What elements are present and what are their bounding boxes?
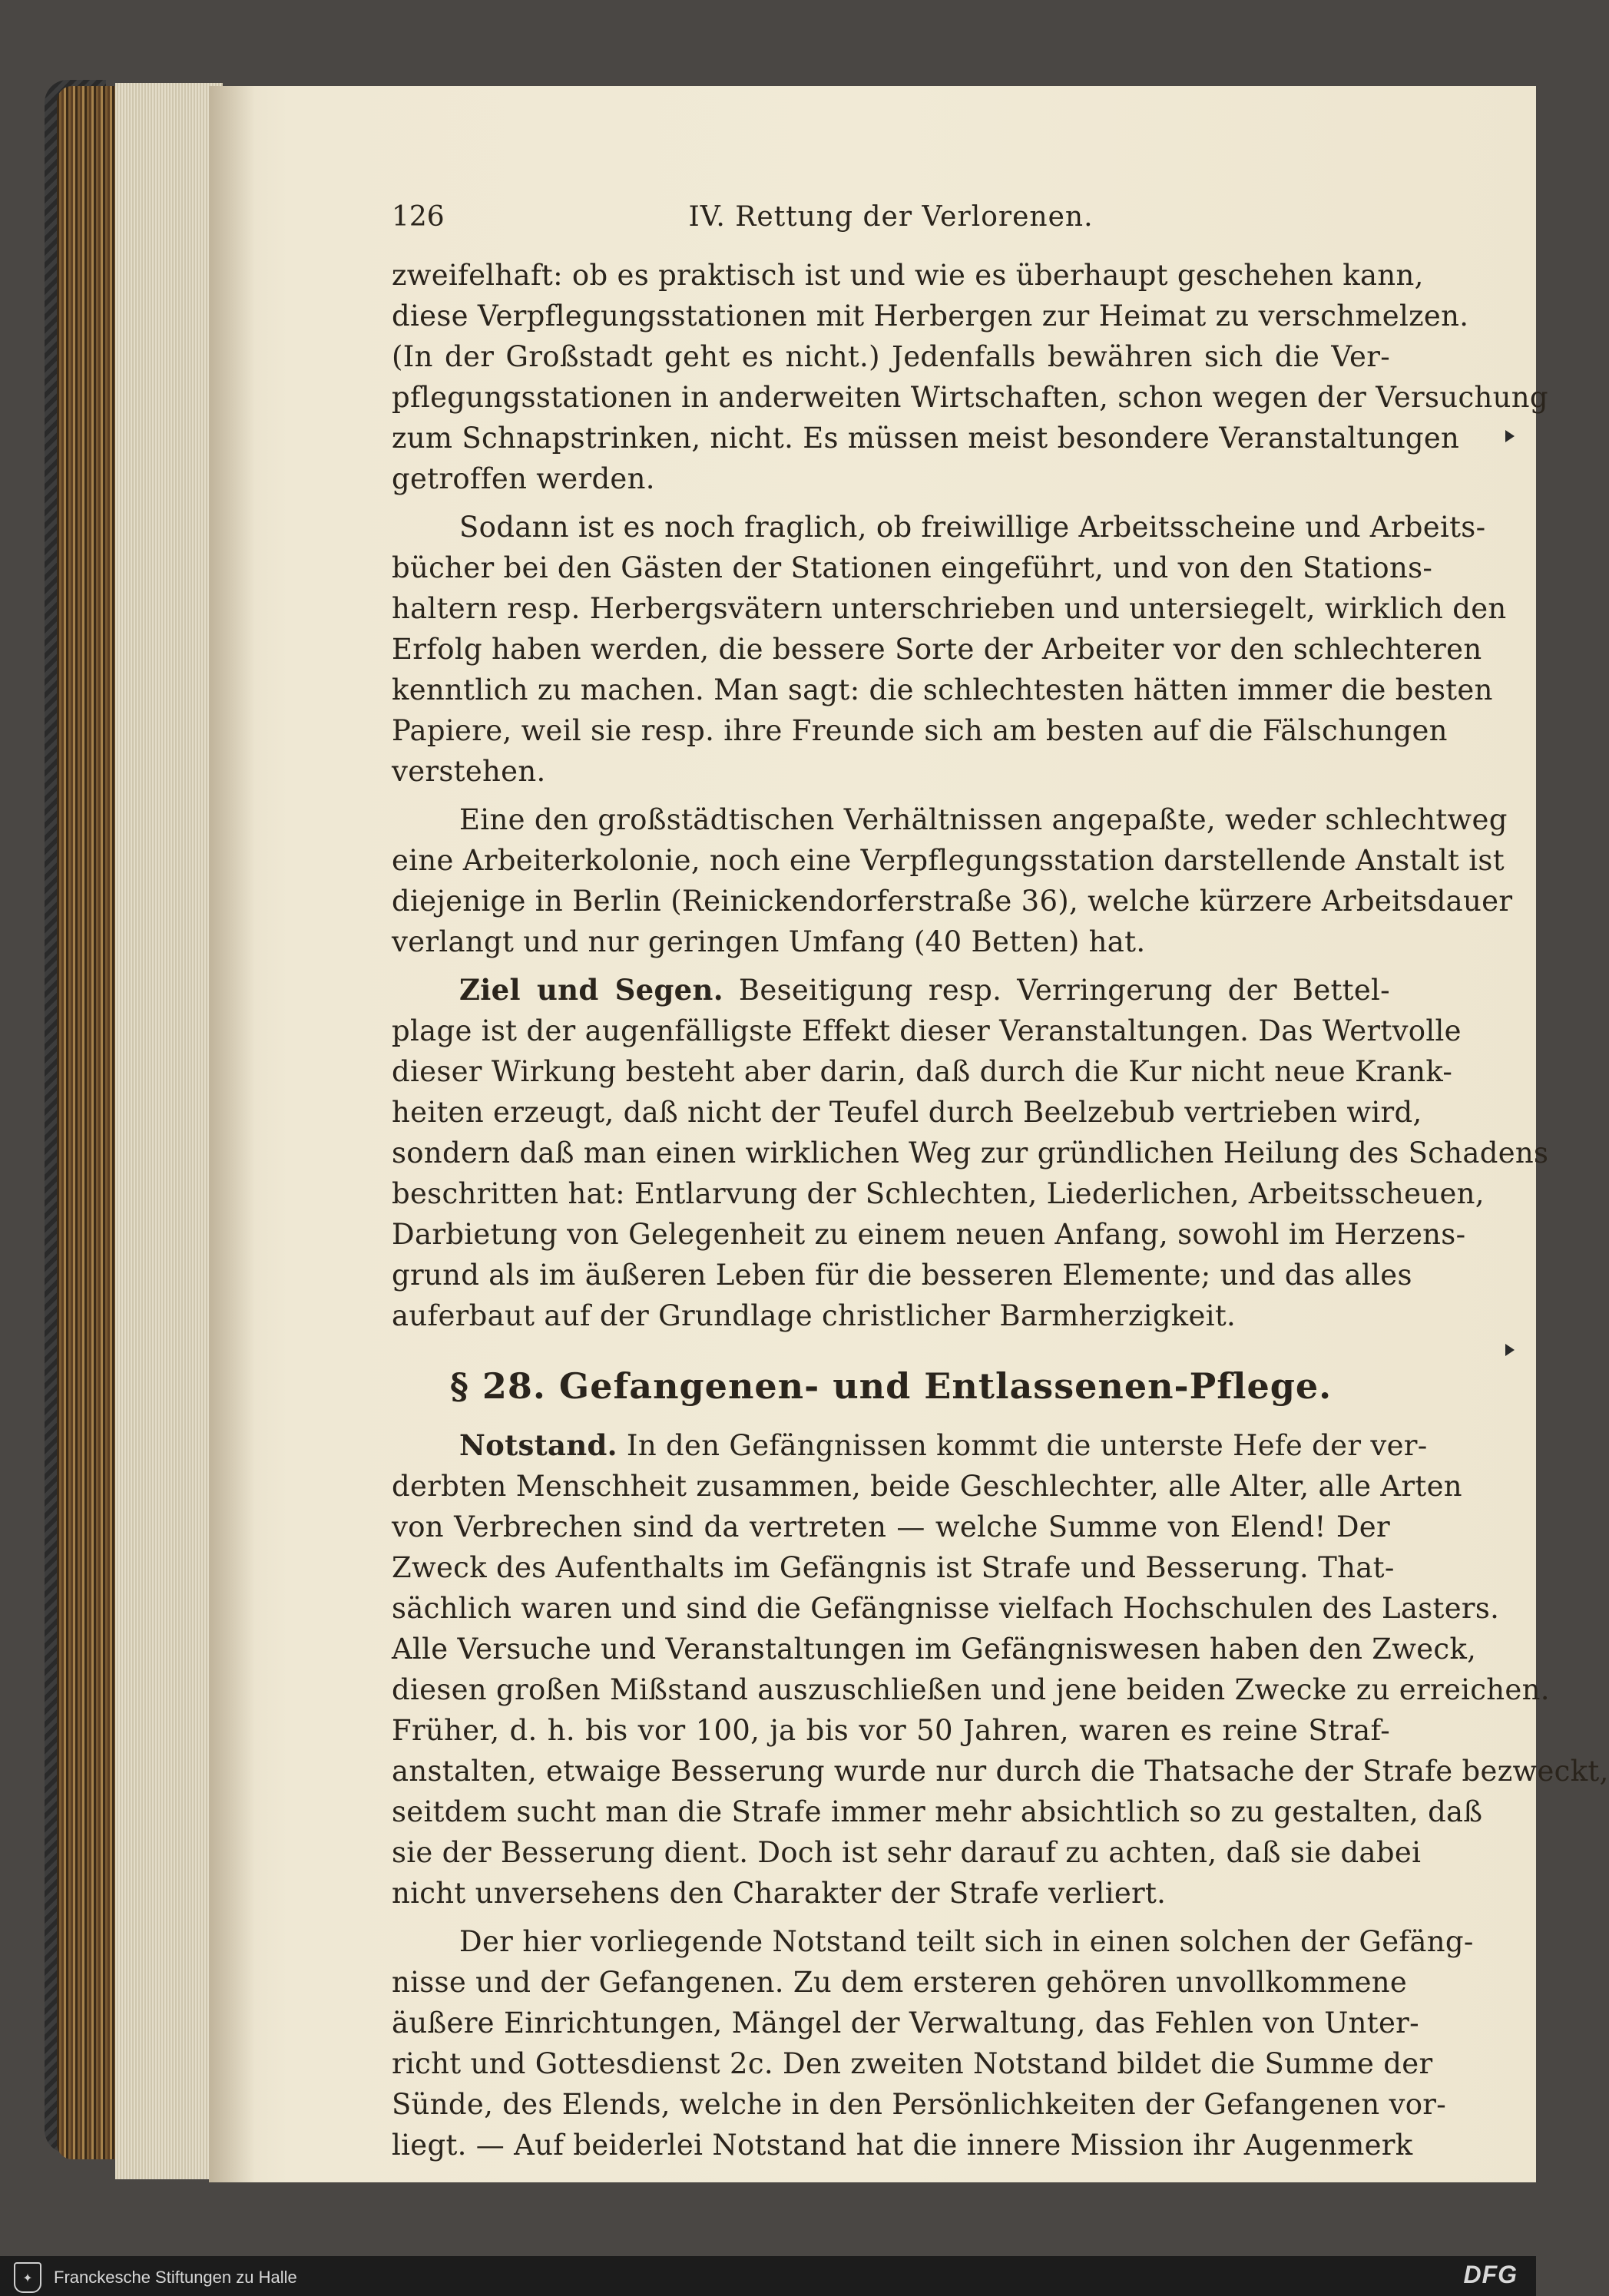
text-line: nisse und der Gefangenen. Zu dem ersteren gehören unvollkommene xyxy=(392,1966,1408,1999)
text-line: (In der Großstadt geht es nicht.) Jedenfalls bewähren sich die Ver- xyxy=(392,340,1390,373)
text-line: kenntlich zu machen. Man sagt: die schlechtesten hätten immer die besten xyxy=(392,673,1493,706)
text-line: nicht unversehens den Charakter der Strafe verliert. xyxy=(392,1877,1167,1910)
running-head xyxy=(392,201,1390,255)
running-head-title: IV. Rettung der Verlorenen. xyxy=(688,201,1094,233)
text-line: Früher, d. h. bis vor 100, ja bis vor 50 Jahren, waren es reine Straf- xyxy=(392,1714,1390,1747)
paragraph-gap xyxy=(392,962,1390,970)
text-line: heiten erzeugt, daß nicht der Teufel durch Beelzebub vertrieben wird, xyxy=(392,1096,1422,1129)
paragraph-gap xyxy=(392,499,1390,507)
paragraph xyxy=(392,1921,1474,2165)
margin-marker xyxy=(1505,1344,1515,1356)
text-line: von Verbrechen sind da vertreten — welche Summe von Elend! Der xyxy=(392,1510,1390,1543)
text-line: Alle Versuche und Veranstaltungen im Gefängniswesen haben den Zweck, xyxy=(392,1633,1477,1666)
text-line: pflegungsstationen in anderweiten Wirtschaften, schon wegen der Versuchung xyxy=(392,381,1548,414)
text-line: Der hier vorliegende Notstand teilt sich in einen solchen der Gefäng- xyxy=(459,1925,1474,1958)
text-line: zweifelhaft: ob es praktisch ist und wie es überhaupt geschehen kann, xyxy=(392,259,1424,292)
text-line: sondern daß man einen wirklichen Weg zur gründlichen Heilung des Schadens xyxy=(392,1136,1549,1170)
text-line: getroffen werden. xyxy=(392,462,655,495)
page-content xyxy=(392,201,1609,2165)
text-line: Papiere, weil sie resp. ihre Freunde sich am besten auf die Fälschungen xyxy=(392,714,1448,747)
text-line: auferbaut auf der Grundlage christlicher Barmherzigkeit. xyxy=(392,1299,1237,1332)
text-line: grund als im äußeren Leben für die besseren Elemente; und das alles xyxy=(392,1259,1412,1292)
text-line: diese Verpflegungsstationen mit Herbergen zur Heimat zu verschmelzen. xyxy=(392,299,1469,332)
text-line: verlangt und nur geringen Umfang (40 Betten) hat. xyxy=(392,925,1146,958)
text-line: zum Schnapstrinken, nicht. Es müssen meist besondere Veranstaltungen xyxy=(392,422,1460,455)
paragraph-line-text: Beseitigung resp. Verringerung der Bettel- xyxy=(723,974,1390,1007)
text-line: plage ist der augenfälligste Effekt dieser Veranstaltungen. Das Wertvolle xyxy=(392,1014,1462,1047)
text-line: dieser Wirkung besteht aber darin, daß durch die Kur nicht neue Krank- xyxy=(392,1055,1453,1088)
text-line: sie der Besserung dient. Doch ist sehr darauf zu achten, daß sie dabei xyxy=(392,1836,1422,1869)
text-line: liegt. — Auf beiderlei Notstand hat die innere Mission ihr Augenmerk xyxy=(392,2129,1413,2162)
gutter-shadow xyxy=(209,86,255,2182)
paragraph-line-text: In den Gefängnissen kommt die unterste Hefe der ver- xyxy=(617,1429,1428,1462)
text-line: äußere Einrichtungen, Mängel der Verwaltung, das Fehlen von Unter- xyxy=(392,2007,1419,2040)
page-number: 126 xyxy=(392,201,445,233)
holder-logo-icon: ✦ xyxy=(14,2262,41,2293)
text-line: verstehen. xyxy=(392,755,546,788)
text-line: Sodann ist es noch fraglich, ob freiwillige Arbeitsscheine und Arbeits- xyxy=(459,511,1486,544)
text-line: eine Arbeiterkolonie, noch eine Verpflegungsstation darstellende Anstalt ist xyxy=(392,844,1505,877)
text-line: derbten Menschheit zusammen, beide Geschlechter, alle Alter, alle Arten xyxy=(392,1470,1462,1503)
margin-marker xyxy=(1505,430,1515,442)
paragraph xyxy=(392,799,1513,962)
text-line: Darbietung von Gelegenheit zu einem neuen Anfang, sowohl im Herzens- xyxy=(392,1218,1466,1251)
paragraph xyxy=(392,1425,1609,1914)
paragraph xyxy=(392,970,1549,1336)
paragraph-gap xyxy=(392,1914,1390,1921)
text-line: Erfolg haben werden, die bessere Sorte der Arbeiter vor den schlechteren xyxy=(392,633,1482,666)
text-line xyxy=(392,1425,1428,1466)
text-line: richt und Gottesdienst 2c. Den zweiten Notstand bildet die Summe der xyxy=(392,2047,1433,2080)
text-line: bücher bei den Gästen der Stationen eingeführt, und von den Stations- xyxy=(392,551,1433,584)
text-line: anstalten, etwaige Besserung wurde nur durch die Thatsache der Strafe bezweckt, xyxy=(392,1755,1609,1788)
text-line: diesen großen Mißstand auszuschließen und jene beiden Zwecke zu erreichen. xyxy=(392,1673,1550,1706)
text-line: sächlich waren und sind die Gefängnisse vielfach Hochschulen des Lasters. xyxy=(392,1592,1500,1625)
page-stack-edge xyxy=(115,83,223,2179)
text-line: beschritten hat: Entlarvung der Schlechten, Liederlichen, Arbeitsscheuen, xyxy=(392,1177,1485,1210)
holder-name: Franckesche Stiftungen zu Halle xyxy=(54,2268,297,2287)
body-text-before-section xyxy=(392,255,1549,1336)
dfg-logo: DFG xyxy=(1463,2261,1518,2288)
text-line: haltern resp. Herbergsvätern unterschrieben und untersiegelt, wirklich den xyxy=(392,592,1507,625)
paragraph-lead: Notstand. xyxy=(459,1428,617,1462)
paragraph-lead: Ziel und Segen. xyxy=(459,973,723,1007)
text-line: Zweck des Aufenthalts im Gefängnis ist Strafe und Besserung. That- xyxy=(392,1551,1395,1584)
archive-footer-bar xyxy=(0,2256,1536,2296)
body-text-section xyxy=(392,1425,1609,2165)
paragraph xyxy=(392,507,1507,792)
paragraph xyxy=(392,255,1548,499)
text-line: seitdem sucht man die Strafe immer mehr absichtlich so zu gestalten, daß xyxy=(392,1795,1483,1828)
holder-credit xyxy=(14,2262,297,2293)
paragraph-gap xyxy=(392,792,1390,799)
text-line xyxy=(392,970,1390,1011)
section-heading: § 28. Gefangenen- und Entlassenen-Pflege. xyxy=(449,1365,1333,1407)
text-line: diejenige in Berlin (Reinickendorferstraße 36), welche kürzere Arbeitsdauer xyxy=(392,885,1513,918)
text-line: Eine den großstädtischen Verhältnissen angepaßte, weder schlechtweg xyxy=(459,803,1508,836)
text-line: Sünde, des Elends, welche in den Persönlichkeiten der Gefangenen vor- xyxy=(392,2088,1447,2121)
